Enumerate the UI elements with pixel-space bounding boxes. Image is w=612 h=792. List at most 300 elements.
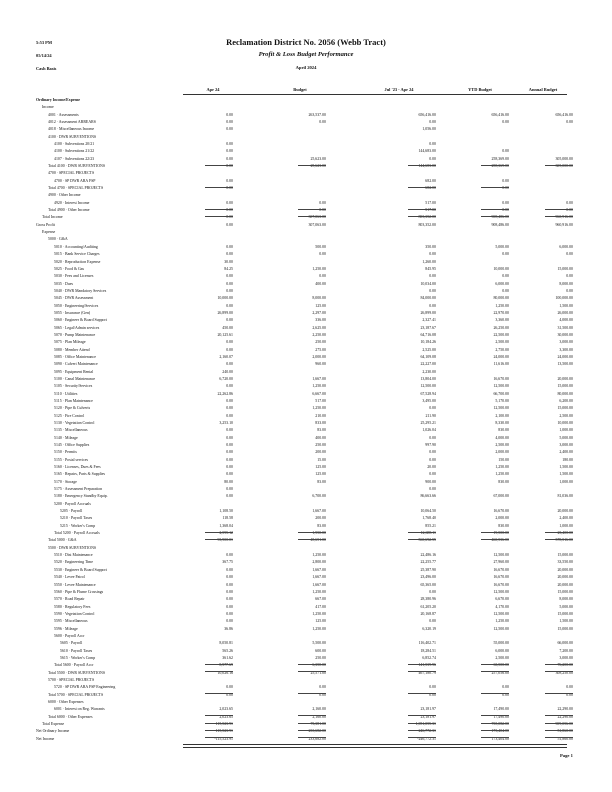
row-value: 0.00 xyxy=(502,149,509,154)
row-value: 1,250.00 xyxy=(312,384,326,389)
row-value: 125.00 xyxy=(315,472,326,477)
row-value: 960,916.00 xyxy=(555,215,573,220)
row-value: 1,108.50 xyxy=(219,509,233,514)
row-value: 0.00 xyxy=(226,149,233,154)
table-row xyxy=(0,516,612,521)
row-value: 25,295.21 xyxy=(420,421,436,425)
table-row xyxy=(0,267,612,272)
row-label: 5120 · Pipe & Culverts xyxy=(54,406,91,411)
row-label: 5105 · Security/Services xyxy=(54,384,93,389)
row-value: 10,000.00 xyxy=(217,296,233,301)
row-label: 5130 · Vegetation Control xyxy=(54,421,95,425)
row-label: 5040 · DWR Mandatory Services xyxy=(54,288,107,293)
row-label: 5180 · Emergency Standby Equip. xyxy=(54,494,108,499)
table-row xyxy=(0,678,612,683)
row-value: 144,683.00 xyxy=(418,164,436,169)
row-value: 64,109.08 xyxy=(420,354,436,359)
row-value: 26,899.00 xyxy=(217,310,233,315)
table-row xyxy=(0,149,612,154)
row-label: 5060 · Engineer & Board Support xyxy=(54,318,107,323)
row-value: 12,500.00 xyxy=(493,626,509,631)
row-value: 26,250.00 xyxy=(493,325,509,330)
row-value: 125.00 xyxy=(315,303,326,308)
row-value: 12,500.00 xyxy=(493,611,509,616)
subtotal-rule xyxy=(545,737,573,738)
row-label: Total 4700 · SPECIAL PROJECTS xyxy=(48,186,104,191)
row-value: 0.00 xyxy=(226,604,233,609)
subtotal-rule xyxy=(481,730,509,731)
row-value: -115,523.91 xyxy=(214,729,233,734)
row-label: Total 4100 · DWR SUBVENTIONS xyxy=(48,164,106,169)
row-value: 845.95 xyxy=(425,266,436,271)
row-value: 0.00 xyxy=(429,120,436,125)
row-value: 80,000.00 xyxy=(557,391,573,396)
subtotal-rule xyxy=(298,165,326,166)
row-value: 682.00 xyxy=(425,178,436,183)
subtotal-rule xyxy=(545,539,573,540)
subtotal-rule xyxy=(545,532,573,533)
subtotal-rule xyxy=(205,187,233,188)
row-value: 560,692.55 xyxy=(418,538,436,543)
row-value: 0.00 xyxy=(502,208,509,213)
row-value: 0.00 xyxy=(226,384,233,389)
row-value: 141,539.96 xyxy=(418,663,436,668)
row-value: 2,160.00 xyxy=(312,714,326,719)
row-value: 0.00 xyxy=(226,465,233,470)
row-value: 2,500.00 xyxy=(559,413,573,418)
row-value: 2,297.00 xyxy=(312,310,326,315)
row-label: 5115 · Plan Maintenance xyxy=(54,398,93,403)
row-value: 258,369.00 xyxy=(491,156,509,161)
subtotal-rule xyxy=(298,715,326,716)
row-label: 5035 · Dues xyxy=(54,281,74,286)
row-value: 1,950.00 xyxy=(312,531,326,536)
row-value: 2,625.00 xyxy=(312,325,326,330)
row-value: 20.00 xyxy=(427,465,436,470)
table-row xyxy=(0,494,612,499)
row-value: 1,667.00 xyxy=(312,376,326,381)
subtotal-rule xyxy=(481,216,509,217)
table-row xyxy=(0,355,612,360)
row-value: 830.00 xyxy=(498,428,509,433)
row-value: 0.00 xyxy=(226,567,233,572)
row-label: 5160 · Licenses, Dues & Fees xyxy=(54,465,101,470)
row-value: 2,500.00 xyxy=(495,340,509,345)
row-value: 0.00 xyxy=(226,252,233,257)
table-row xyxy=(0,414,612,419)
row-value: 64,716.08 xyxy=(420,332,436,337)
subtotal-rule xyxy=(205,723,233,724)
table-row xyxy=(0,384,612,389)
table-row xyxy=(0,274,612,279)
row-value: 0.00 xyxy=(502,274,509,279)
table-row xyxy=(0,370,612,375)
row-value: 4,170.00 xyxy=(495,604,509,609)
row-label: Total 5500 · DWR SUBVENTIONS xyxy=(48,670,106,675)
table-row xyxy=(0,502,612,507)
row-value: 0.00 xyxy=(226,472,233,477)
row-value: 450.00 xyxy=(222,325,233,330)
row-label: 5135 · Miscellaneous xyxy=(54,428,88,433)
row-value: 23,400.00 xyxy=(557,531,573,536)
row-value: 0.00 xyxy=(226,413,233,418)
row-value: 1,667.00 xyxy=(312,575,326,580)
subtotal-rule xyxy=(481,532,509,533)
row-label: 5175 · Assessment Preparation xyxy=(54,487,103,492)
row-label: Ordinary Income/Expense xyxy=(36,98,80,102)
row-value: 51,860.00 xyxy=(557,729,573,734)
row-value: 6,000.00 xyxy=(495,281,509,286)
row-value: 500.00 xyxy=(315,244,326,249)
report-basis: Cash Basis xyxy=(36,66,57,71)
table-row xyxy=(0,289,612,294)
row-label: 5065 · Legal/Admin services xyxy=(54,325,100,330)
subtotal-rule xyxy=(481,209,509,210)
row-label: 5500 · DWR SUBVENTIONS xyxy=(48,545,97,550)
row-value: 10,064.50 xyxy=(420,509,436,514)
row-value: 25,571.00 xyxy=(310,670,326,675)
table-row xyxy=(0,282,612,287)
row-value: 0.00 xyxy=(429,252,436,257)
row-value: 20,000.00 xyxy=(557,582,573,587)
column-header-ytd-actual: Jul '23 - Apr 24 xyxy=(384,87,414,92)
row-value: 16,670.00 xyxy=(493,509,509,514)
row-value: 13,500.00 xyxy=(557,362,573,367)
table-row xyxy=(0,524,612,529)
row-value: 1,250.00 xyxy=(312,611,326,616)
row-value: 2,400.00 xyxy=(559,516,573,521)
row-value: 1,260.00 xyxy=(422,259,436,264)
subtotal-rule xyxy=(298,209,326,210)
table-row xyxy=(0,450,612,455)
row-value: 81,036.00 xyxy=(557,494,573,499)
row-value: 0.00 xyxy=(226,222,233,227)
subtotal-rule xyxy=(408,209,436,210)
row-value: 367.75 xyxy=(222,560,233,565)
table-row xyxy=(0,627,612,632)
row-value: 0.00 xyxy=(226,589,233,594)
row-value: 682.00 xyxy=(425,186,436,191)
table-row xyxy=(0,421,612,426)
row-value: 8,000.00 xyxy=(312,296,326,301)
row-value: 0.00 xyxy=(429,487,436,492)
row-value: 2,160.00 xyxy=(312,707,326,712)
row-value: 0.00 xyxy=(226,112,233,117)
subtotal-rule xyxy=(545,209,573,210)
row-value: 1,000.00 xyxy=(559,428,573,433)
subtotal-rule xyxy=(545,165,573,166)
row-value: 1,500.00 xyxy=(559,472,573,477)
row-value: 20,000.00 xyxy=(557,575,573,580)
row-label: Net Income xyxy=(36,736,55,741)
row-value: 2,160.07 xyxy=(219,354,233,359)
row-value: 0.00 xyxy=(429,619,436,624)
row-label: 5720 · SP DWR ARA FSP Engineering xyxy=(54,685,116,690)
row-label: Net Ordinary Income xyxy=(36,729,70,734)
row-value: 11,616.00 xyxy=(493,362,509,367)
subtotal-rule xyxy=(545,730,573,731)
table-row xyxy=(0,656,612,661)
row-value: 2,023.65 xyxy=(219,707,233,712)
row-label: Total 4900 · Other Income xyxy=(48,208,90,213)
row-value: 460,536.00 xyxy=(491,538,509,543)
subtotal-rule xyxy=(481,693,509,694)
row-value: 0.00 xyxy=(226,435,233,440)
row-value: 2,500.00 xyxy=(495,655,509,660)
row-value: 2,250.00 xyxy=(312,332,326,337)
row-value: 66,000.00 xyxy=(557,641,573,646)
row-label: 4012 · Assessment ARREARS xyxy=(48,120,96,125)
row-value: 73,381.00 xyxy=(310,721,326,726)
row-value: 173,404.00 xyxy=(491,736,509,741)
row-value: 233,682.00 xyxy=(308,736,326,741)
row-value: 3,360.00 xyxy=(495,318,509,323)
row-value: 8,330.00 xyxy=(495,421,509,425)
table-row xyxy=(0,597,612,602)
row-value: 6,000.00 xyxy=(495,648,509,653)
row-value: 22,262.86 xyxy=(217,391,233,396)
row-value: 908,486.00 xyxy=(491,222,509,227)
row-label: 5520 · Engineering Time xyxy=(54,560,94,565)
subtotal-rule xyxy=(205,671,233,672)
row-value: 0.00 xyxy=(226,457,233,462)
row-value: 93,900.01 xyxy=(217,538,233,543)
row-value: 12,500.00 xyxy=(493,406,509,411)
row-value: 233,682.00 xyxy=(308,729,326,734)
row-value: 17,490.00 xyxy=(493,707,509,712)
row-value: 12,500.00 xyxy=(420,384,436,389)
row-value: 144,683.00 xyxy=(418,149,436,154)
row-value: 12,500.00 xyxy=(493,384,509,389)
row-value: 6,320.19 xyxy=(422,626,436,631)
subtotal-rule xyxy=(205,664,233,665)
table-row xyxy=(0,612,612,617)
row-value: 0.00 xyxy=(226,208,233,213)
table-row xyxy=(0,560,612,565)
row-value: 22,486.16 xyxy=(420,553,436,558)
row-value: 31,500.00 xyxy=(557,325,573,330)
table-row xyxy=(0,649,612,654)
subtotal-rule xyxy=(205,539,233,540)
row-label: 4920 · Interest Income xyxy=(54,200,90,205)
row-value: 23,496.00 xyxy=(420,575,436,580)
table-row xyxy=(0,252,612,257)
row-label: 5140 · Mileage xyxy=(54,435,78,440)
row-value: 5,000.00 xyxy=(495,244,509,249)
row-value: 0.00 xyxy=(566,274,573,279)
row-value: 2,800.00 xyxy=(312,560,326,565)
subtotal-rule xyxy=(205,730,233,731)
row-label: 5600 · Payroll Accr xyxy=(54,633,85,638)
row-value: 0.00 xyxy=(226,685,233,690)
row-value: 1,368.04 xyxy=(219,523,233,528)
subtotal-rule xyxy=(408,165,436,166)
row-label: 5095 · Equipment Rental xyxy=(54,369,94,374)
row-label: 5596 · Mileage xyxy=(54,626,78,631)
row-value: 0.00 xyxy=(226,553,233,558)
row-value: 15,000.00 xyxy=(557,384,573,389)
subtotal-rule xyxy=(408,730,436,731)
row-value: 15,000.00 xyxy=(557,266,573,271)
subtotal-rule xyxy=(298,216,326,217)
subtotal-rule xyxy=(545,715,573,716)
table-row xyxy=(0,700,612,705)
row-value: 565.26 xyxy=(222,648,233,653)
row-value: 0.00 xyxy=(502,178,509,183)
row-label: 5045 · DWR Assessment xyxy=(54,296,94,301)
subtotal-rule xyxy=(408,715,436,716)
row-value: 305,000.00 xyxy=(555,156,573,161)
row-label: Total 5600 · Payroll Accr xyxy=(54,663,94,668)
row-value: 656,416.00 xyxy=(491,112,509,117)
row-value: 23,181.97 xyxy=(420,714,436,719)
column-header-budget: Budget xyxy=(293,87,307,92)
table-row xyxy=(0,428,612,433)
row-value: 517.00 xyxy=(425,200,436,205)
row-value: 0.00 xyxy=(429,156,436,161)
row-value: 0.00 xyxy=(226,340,233,345)
row-label: Total 5700 · SPECIAL PROJECTS xyxy=(48,692,104,697)
row-value: 997.90 xyxy=(425,443,436,448)
row-value: -246,772.31 xyxy=(417,736,436,741)
row-value: 2,500.00 xyxy=(495,443,509,448)
subtotal-rule xyxy=(545,216,573,217)
row-label: 5510 · Dist Maintenance xyxy=(54,553,93,558)
row-value: 0.00 xyxy=(429,472,436,477)
row-value: 0.00 xyxy=(226,164,233,169)
row-value: 45,651.00 xyxy=(310,538,326,543)
subtotal-rule xyxy=(481,187,509,188)
row-label: 5025 · Food & Gas xyxy=(54,266,85,271)
row-value: 1,500.00 xyxy=(559,619,573,624)
row-label: 5215 · Worker's Comp xyxy=(60,523,96,528)
row-value: 25,387.90 xyxy=(420,567,436,572)
row-label: 4100 · Subventions 20/21 xyxy=(54,142,95,147)
row-value: 0.00 xyxy=(319,252,326,257)
row-value: 1,051,055.31 xyxy=(415,721,436,726)
row-label: Income xyxy=(42,105,54,110)
subtotal-rule xyxy=(205,693,233,694)
table-row xyxy=(0,105,612,110)
row-value: 12,500.00 xyxy=(493,553,509,558)
table-row xyxy=(0,201,612,206)
subtotal-rule xyxy=(481,671,509,672)
row-value: 1,250.00 xyxy=(495,303,509,308)
row-value: 0.00 xyxy=(226,200,233,205)
row-value: 2,327.41 xyxy=(422,318,436,323)
row-value: 0.00 xyxy=(226,303,233,308)
row-value: 76,200.00 xyxy=(557,663,573,668)
row-value: 0.00 xyxy=(226,120,233,125)
table-row xyxy=(0,326,612,331)
row-value: 0.00 xyxy=(502,685,509,690)
row-value: 0.00 xyxy=(566,252,573,257)
subtotal-rule xyxy=(408,693,436,694)
row-value: 125.00 xyxy=(315,465,326,470)
subtotal-rule xyxy=(481,539,509,540)
row-value: 118.58 xyxy=(222,516,233,521)
table-row xyxy=(0,583,612,588)
row-label: 4700 · SP DWR ARA FSP xyxy=(54,178,96,183)
row-label: 5070 · Pump Maintenance xyxy=(54,332,96,337)
row-value: 2,525.00 xyxy=(422,347,436,352)
row-value: 258,369.00 xyxy=(491,164,509,169)
row-value: 517.00 xyxy=(315,398,326,403)
row-value: 16,670.00 xyxy=(493,376,509,381)
row-value: 0.00 xyxy=(226,398,233,403)
row-label: 5030 · Fees and Licenses xyxy=(54,274,94,279)
row-value: 275.00 xyxy=(315,347,326,352)
table-row xyxy=(0,619,612,624)
row-value: 6,720.00 xyxy=(219,376,233,381)
row-label: 5100 · Canal Maintenance xyxy=(54,376,96,381)
row-value: 0.00 xyxy=(502,252,509,257)
row-value: 250.00 xyxy=(315,340,326,345)
row-value: 10,184.26 xyxy=(420,340,436,345)
table-row xyxy=(0,480,612,485)
row-label: 5110 · Utilities xyxy=(54,391,78,396)
table-row xyxy=(0,685,612,690)
row-value: 400.00 xyxy=(315,435,326,440)
table-row xyxy=(0,392,612,397)
row-value: 307,063.00 xyxy=(308,222,326,227)
row-value: 22,255.77 xyxy=(420,560,436,565)
row-label: 5170 · Storage xyxy=(54,479,77,484)
row-value: 55,000.00 xyxy=(493,641,509,646)
row-value: 28,380.96 xyxy=(420,597,436,602)
row-label: 4900 · Other Income xyxy=(48,193,81,198)
row-value: 361.62 xyxy=(222,655,233,660)
row-value: 0.00 xyxy=(429,274,436,279)
subtotal-rule xyxy=(298,737,326,738)
row-value: 1,250.00 xyxy=(495,465,509,470)
subtotal-rule xyxy=(298,723,326,724)
row-value: 61,205.20 xyxy=(420,604,436,609)
row-value: 16,670.00 xyxy=(493,582,509,587)
grand-total-double-rule xyxy=(183,744,567,748)
table-row xyxy=(0,472,612,477)
row-value: 0.00 xyxy=(226,362,233,367)
report-period: April 2024 xyxy=(295,65,317,70)
subtotal-rule xyxy=(408,671,436,672)
row-value: -246,772.31 xyxy=(417,729,436,734)
row-label: 4100 · DWR SUBVENTIONS xyxy=(48,134,97,139)
table-row xyxy=(0,436,612,441)
row-value: 1,500.00 xyxy=(559,465,573,470)
row-value: 0.00 xyxy=(502,200,509,205)
row-value: 517.00 xyxy=(425,208,436,213)
row-value: 1,056.00 xyxy=(422,127,436,132)
column-header-ytd-budget: YTD Budget xyxy=(468,87,492,92)
row-label: 5210 · Payroll Taxes xyxy=(60,516,93,521)
row-label: Total Expense xyxy=(42,721,65,726)
row-value: 5,000.00 xyxy=(559,435,573,440)
subtotal-rule xyxy=(298,664,326,665)
row-value: 12,500.00 xyxy=(493,589,509,594)
row-value: 1,250.00 xyxy=(312,626,326,631)
subtotal-rule xyxy=(205,532,233,533)
row-value: 0.00 xyxy=(566,208,573,213)
row-value: 0.00 xyxy=(226,450,233,455)
subtotal-rule xyxy=(481,737,509,738)
table-row xyxy=(0,304,612,309)
row-value: 36.86 xyxy=(224,626,233,631)
row-value: 23,181.97 xyxy=(420,707,436,712)
row-value: 400.00 xyxy=(315,281,326,286)
row-value: 909,056.00 xyxy=(555,721,573,726)
row-value: 20,000.00 xyxy=(557,567,573,572)
row-value: 0.00 xyxy=(429,435,436,440)
